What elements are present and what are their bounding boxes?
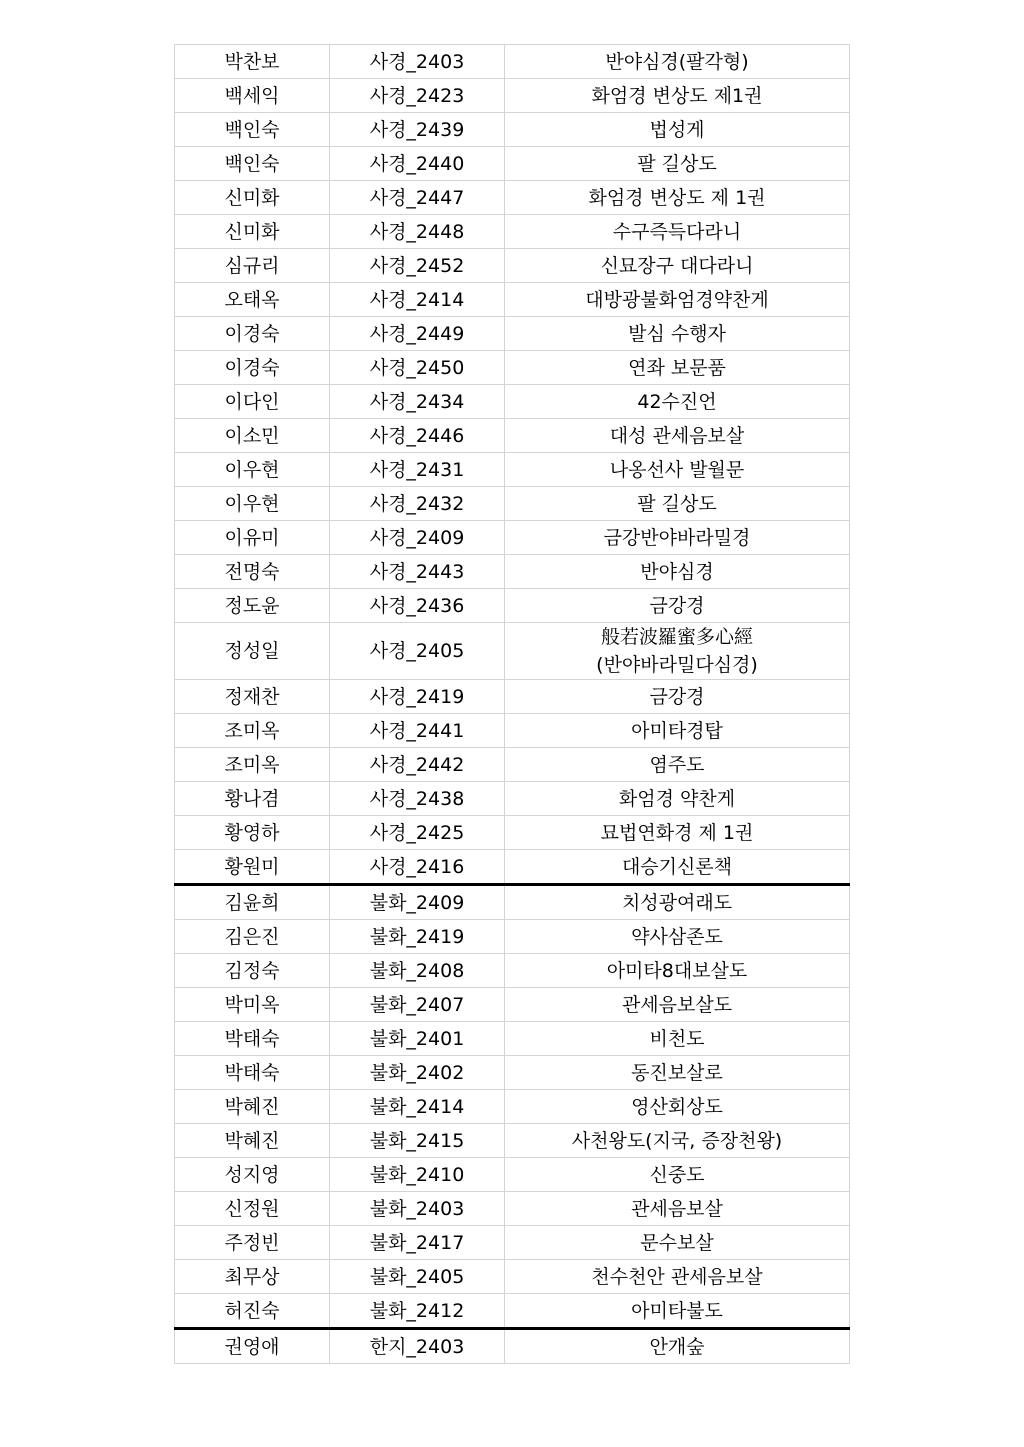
artist-name-cell: 최무상 [175,1260,330,1294]
work-title-cell: 영산회상도 [505,1090,850,1124]
work-title-cell: 대성 관세음보살 [505,419,850,453]
work-title-cell: 비천도 [505,1022,850,1056]
work-title-cell: 신중도 [505,1158,850,1192]
table-row [175,1294,850,1329]
table-row [175,419,850,453]
table-row [175,283,850,317]
work-title-cell: 42수진언 [505,385,850,419]
artist-name-cell: 황나겸 [175,782,330,816]
artist-name-cell: 백세익 [175,79,330,113]
artist-name-cell: 주정빈 [175,1226,330,1260]
table-row [175,920,850,954]
table-row [175,385,850,419]
work-title-cell: 팔 길상도 [505,147,850,181]
work-title-cell: 치성광여래도 [505,885,850,920]
work-title-cell: 반야심경 [505,555,850,589]
work-title-cell: 아미타불도 [505,1294,850,1329]
table-row [175,988,850,1022]
table-row [175,589,850,623]
table-row [175,1022,850,1056]
artist-name-cell: 정도윤 [175,589,330,623]
work-code-cell: 불화_2414 [330,1090,505,1124]
artist-name-cell: 권영애 [175,1329,330,1364]
artist-name-cell: 전명숙 [175,555,330,589]
artist-name-cell: 신정원 [175,1192,330,1226]
work-title-cell: 천수천안 관세음보살 [505,1260,850,1294]
work-code-cell: 사경_2416 [330,850,505,885]
work-title-cell: 문수보살 [505,1226,850,1260]
artist-name-cell: 이유미 [175,521,330,555]
work-code-cell: 불화_2408 [330,954,505,988]
artist-name-cell: 박혜진 [175,1090,330,1124]
artist-name-cell: 조미옥 [175,714,330,748]
work-title-cell: 화엄경 변상도 제1권 [505,79,850,113]
work-code-cell: 사경_2436 [330,589,505,623]
work-code-cell: 불화_2405 [330,1260,505,1294]
work-code-cell: 사경_2432 [330,487,505,521]
artist-name-cell: 신미화 [175,181,330,215]
work-code-cell: 사경_2405 [330,623,505,680]
table-row [175,215,850,249]
work-code-cell: 사경_2439 [330,113,505,147]
table-row [175,487,850,521]
work-code-cell: 사경_2441 [330,714,505,748]
work-title-cell: 금강경 [505,680,850,714]
work-title-cell: 대승기신론책 [505,850,850,885]
table-row [175,954,850,988]
table-row [175,714,850,748]
table-row [175,782,850,816]
artist-name-cell: 백인숙 [175,147,330,181]
work-code-cell: 사경_2425 [330,816,505,850]
table-row [175,885,850,920]
work-title-cell: 대방광불화엄경약찬게 [505,283,850,317]
work-title-cell: 수구즉득다라니 [505,215,850,249]
artist-name-cell: 박태숙 [175,1056,330,1090]
work-code-cell: 한지_2403 [330,1329,505,1364]
work-title-cell: 나옹선사 발월문 [505,453,850,487]
table-row [175,1124,850,1158]
work-code-cell: 사경_2414 [330,283,505,317]
table-row [175,147,850,181]
artist-name-cell: 정성일 [175,623,330,680]
work-title-cell: 관세음보살 [505,1192,850,1226]
work-title-cell: 반야심경(팔각형) [505,45,850,79]
artist-name-cell: 김윤희 [175,885,330,920]
work-code-cell: 불화_2409 [330,885,505,920]
table-row [175,113,850,147]
work-code-cell: 불화_2417 [330,1226,505,1260]
work-code-cell: 사경_2450 [330,351,505,385]
work-title-cell [505,623,850,680]
artist-name-cell: 조미옥 [175,748,330,782]
work-code-cell: 사경_2431 [330,453,505,487]
work-code-cell: 불화_2407 [330,988,505,1022]
table-row [175,850,850,885]
artist-name-cell: 이경숙 [175,317,330,351]
work-title-hangul: (반야바라밀다심경) [596,654,758,676]
table-row [175,1260,850,1294]
work-code-cell: 불화_2401 [330,1022,505,1056]
table-row [175,816,850,850]
work-title-cell: 발심 수행자 [505,317,850,351]
table-row [175,181,850,215]
table-row [175,1056,850,1090]
table-row [175,453,850,487]
work-title-cell: 동진보살로 [505,1056,850,1090]
table-row [175,351,850,385]
table-row [175,1329,850,1364]
work-title-cell: 아미타8대보살도 [505,954,850,988]
work-code-cell: 사경_2409 [330,521,505,555]
work-code-cell: 사경_2447 [330,181,505,215]
work-title-cell: 사천왕도(지국, 증장천왕) [505,1124,850,1158]
work-code-cell: 불화_2415 [330,1124,505,1158]
artist-name-cell: 심규리 [175,249,330,283]
work-title-cell: 법성게 [505,113,850,147]
table-row [175,1090,850,1124]
work-title-cell: 약사삼존도 [505,920,850,954]
table-row [175,623,850,680]
table-row [175,1158,850,1192]
work-code-cell: 사경_2449 [330,317,505,351]
artist-name-cell: 이소민 [175,419,330,453]
table-row [175,521,850,555]
table-row [175,748,850,782]
work-code-cell: 불화_2419 [330,920,505,954]
artist-name-cell: 신미화 [175,215,330,249]
work-title-cell: 신묘장구 대다라니 [505,249,850,283]
work-code-cell: 사경_2452 [330,249,505,283]
work-code-cell: 사경_2438 [330,782,505,816]
artist-name-cell: 김은진 [175,920,330,954]
artist-name-cell: 정재찬 [175,680,330,714]
artist-name-cell: 오태옥 [175,283,330,317]
work-code-cell: 사경_2423 [330,79,505,113]
work-title-cell: 안개숲 [505,1329,850,1364]
work-title-cell: 연좌 보문품 [505,351,850,385]
work-title-cell: 관세음보살도 [505,988,850,1022]
artist-name-cell: 박태숙 [175,1022,330,1056]
table-body [175,45,850,1364]
work-title-cell: 팔 길상도 [505,487,850,521]
artist-name-cell: 이경숙 [175,351,330,385]
work-code-cell: 사경_2403 [330,45,505,79]
work-code-cell: 사경_2442 [330,748,505,782]
work-title-cell: 화엄경 약찬게 [505,782,850,816]
work-title-cell: 금강반야바라밀경 [505,521,850,555]
artist-name-cell: 김정숙 [175,954,330,988]
artist-name-cell: 황영하 [175,816,330,850]
work-code-cell: 사경_2434 [330,385,505,419]
table-row [175,1226,850,1260]
work-code-cell: 불화_2412 [330,1294,505,1329]
work-code-cell: 사경_2448 [330,215,505,249]
artist-name-cell: 백인숙 [175,113,330,147]
work-code-cell: 사경_2446 [330,419,505,453]
work-title-cell: 염주도 [505,748,850,782]
table-row [175,680,850,714]
work-title-cell: 금강경 [505,589,850,623]
work-title-cell: 묘법연화경 제 1권 [505,816,850,850]
artist-name-cell: 이다인 [175,385,330,419]
artist-name-cell: 성지영 [175,1158,330,1192]
table-row [175,555,850,589]
work-code-cell: 사경_2440 [330,147,505,181]
artist-name-cell: 이우현 [175,487,330,521]
table-row [175,79,850,113]
table-row [175,1192,850,1226]
work-code-cell: 불화_2410 [330,1158,505,1192]
table-row [175,45,850,79]
work-title-cell: 화엄경 변상도 제 1권 [505,181,850,215]
work-title-cell: 아미타경탑 [505,714,850,748]
artist-name-cell: 박혜진 [175,1124,330,1158]
work-code-cell: 불화_2403 [330,1192,505,1226]
artist-name-cell: 허진숙 [175,1294,330,1329]
work-code-cell: 사경_2443 [330,555,505,589]
artist-name-cell: 박미옥 [175,988,330,1022]
artist-name-cell: 황원미 [175,850,330,885]
artist-name-cell: 박찬보 [175,45,330,79]
artist-name-cell: 이우현 [175,453,330,487]
work-code-cell: 불화_2402 [330,1056,505,1090]
work-title-hanja: 般若波羅蜜多心經 [600,626,753,648]
table-row [175,249,850,283]
table-row [175,317,850,351]
artwork-list-table [174,44,850,1364]
work-code-cell: 사경_2419 [330,680,505,714]
